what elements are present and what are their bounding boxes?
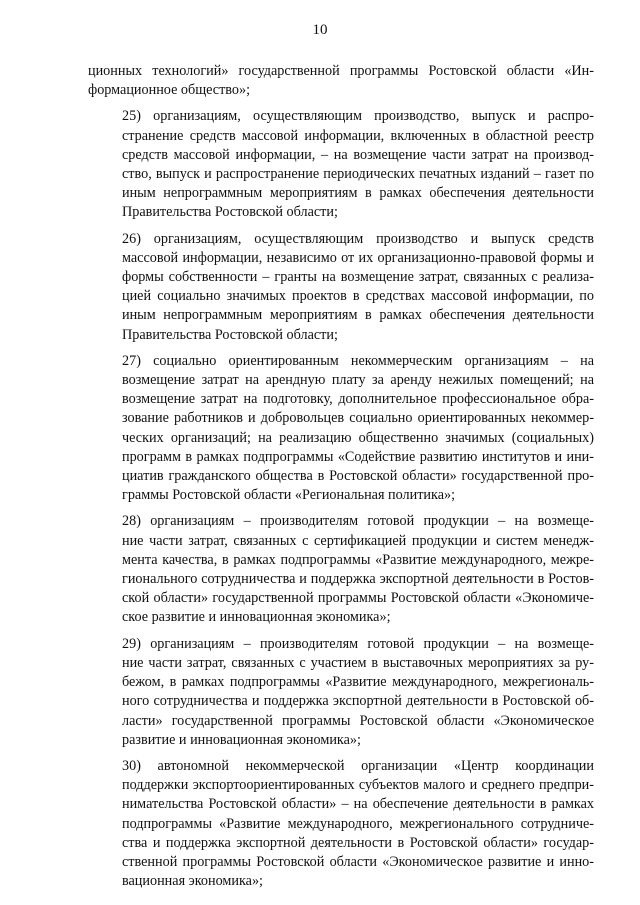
paragraph-item-25: [88, 107, 594, 222]
text-line: формы собственности – гранты на возмещение затрат, связанных с реализа-: [122, 269, 594, 286]
text-line: 25) организациям, осуществляющим производство, выпуск и распро-: [122, 108, 594, 125]
text-line: массовой информации, независимо от их организационно-правовой формы и: [122, 249, 594, 266]
text-line: 26) организациям, осуществляющим производство и выпуск средств: [122, 230, 594, 247]
text-line: иным непрограммным мероприятиям в рамках обеспечения деятельности: [122, 307, 594, 324]
paragraph-item-28: [88, 512, 594, 627]
text-line: формационное общество»;: [88, 82, 251, 99]
text-line: странение средств массовой информации, включенных в областной реестр: [122, 127, 594, 144]
text-line: мента качества, в рамках подпрограммы «Развитие международного, межре-: [122, 551, 594, 568]
text-line: ское развитие и инновационная экономика»;: [122, 609, 391, 626]
paragraph-item-30: [88, 757, 594, 891]
text-line: 28) организациям – производителям готовой продукции – на возмеще-: [122, 513, 594, 530]
text-line: ственной программы Ростовской области «Экономическое развитие и инно-: [122, 853, 594, 870]
paragraph-item-26: [88, 230, 594, 345]
text-line: нимательства Ростовской области» – на обеспечение деятельности в рамках: [122, 796, 594, 813]
text-line: ческих организаций; на реализацию общественно значимых (социальных): [122, 429, 594, 446]
text-line: 30) автономной некоммерческой организации «Центр координации: [122, 757, 594, 774]
document-body: [88, 62, 594, 898]
text-line: ство, выпуск и распространение периодических печатных изданий – газет по: [122, 166, 594, 183]
text-line: возмещение затрат на подготовку, дополнительное профессиональное обра-: [122, 391, 594, 408]
text-line: 29) организациям – производителям готовой продукции – на возмеще-: [122, 635, 594, 652]
text-line: поддержки экспортоориентированных субъектов малого и среднего предпри-: [122, 777, 594, 794]
text-line: ного сотрудничества и поддержка экспортной деятельности в Ростовской об-: [122, 693, 594, 710]
text-line: ционных технологий» государственной программы Ростовской области «Ин-: [88, 63, 594, 79]
text-line: ние части затрат, связанных с сертификацией продукции и систем менедж-: [122, 532, 594, 549]
text-line: возмещение затрат на арендную плату за аренду нежилых помещений; на: [122, 372, 594, 389]
text-line: циатив гражданского общества в Ростовской области» государственной про-: [122, 468, 594, 485]
paragraph-item-29: [88, 635, 594, 750]
text-line: развитие и инновационная экономика»;: [122, 731, 361, 748]
text-line: программ в рамках подпрограммы «Содействие развитию институтов и ини-: [122, 448, 594, 465]
text-line: Правительства Ростовской области;: [122, 204, 338, 221]
text-line: 27) социально ориентированным некоммерческим организациям – на: [122, 352, 594, 369]
page-number: 10: [312, 22, 328, 38]
text-line: цией социально значимых проектов в средствах массовой информации, по: [122, 288, 594, 305]
text-line: гионального сотрудничества и поддержка экспортной деятельности в Ростов-: [122, 571, 594, 588]
text-line: подпрограммы «Развитие международного, межрегионального сотрудниче-: [122, 815, 594, 832]
text-line: ние части затрат, связанных с участием в выставочных мероприятиях за ру-: [122, 654, 594, 671]
text-line: средств массовой информации, – на возмещение части затрат на производ-: [122, 146, 594, 163]
text-line: ласти» государственной программы Ростовской области «Экономическое: [122, 712, 594, 729]
text-line: вационная экономика»;: [122, 873, 263, 890]
text-line: зование работников и добровольцев социально ориентированных некоммер-: [122, 410, 594, 427]
text-line: бежом, в рамках подпрограммы «Развитие международного, межрегиональ-: [122, 674, 594, 691]
text-line: граммы Ростовской области «Региональная политика»;: [122, 487, 456, 504]
text-line: ства и поддержка экспортной деятельности в Ростовской области» государ-: [122, 834, 594, 851]
paragraph-continuation: [88, 62, 594, 100]
text-line: иным непрограммным мероприятиям в рамках обеспечения деятельности: [122, 185, 594, 202]
text-line: Правительства Ростовской области;: [122, 326, 338, 343]
text-line: ской области» государственной программы Ростовской области «Экономиче-: [122, 590, 594, 607]
paragraph-item-27: [88, 352, 594, 506]
